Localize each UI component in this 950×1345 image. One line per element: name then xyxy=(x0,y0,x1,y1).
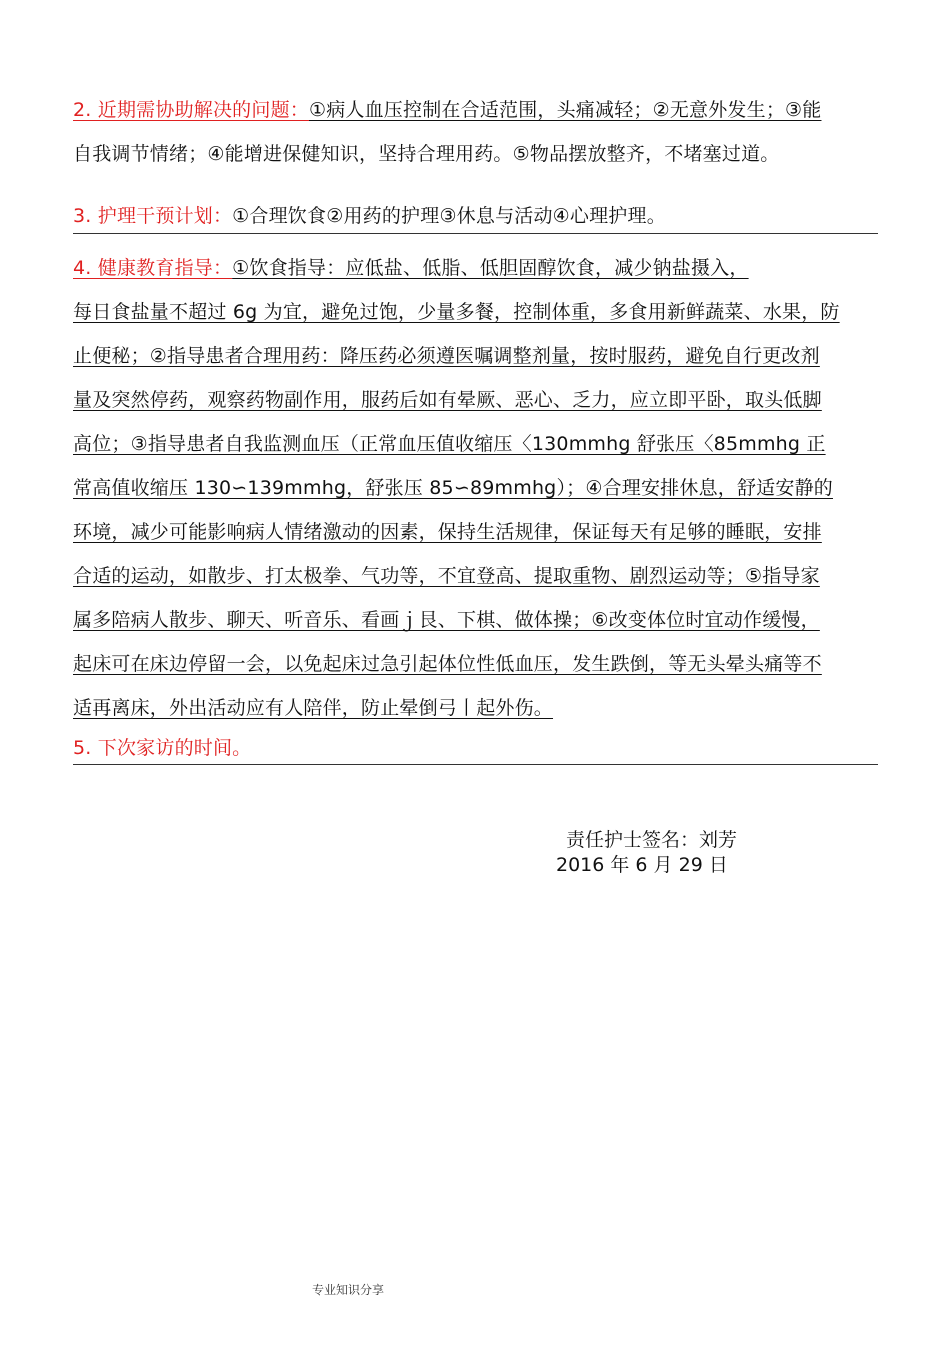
item-4-heading: 4. 健康教育指导： xyxy=(73,257,233,279)
item-2-problems xyxy=(73,88,878,176)
item-2-heading: 2. 近期需协助解决的问题： xyxy=(73,99,309,121)
item-4-text-1: ①饮食指导：应低盐、低脂、低胆固醇饮食，减少钠盐摄入， xyxy=(232,257,749,279)
item-4-body-line: 环境，减少可能影响病人情绪激动的因素，保持生活规律，保证每天有足够的睡眠，安排 xyxy=(73,521,822,543)
item-4-body-line: 每日食盐量不超过 6g 为宜，避免过饱，少量多餐，控制体重，多食用新鲜蔬菜、水果，防 xyxy=(73,301,840,323)
item-4-body-line: 高位；③指导患者自我监测血压（正常血压值收缩压〈130mmhg 舒张压〈85mmhg 正 xyxy=(73,433,826,455)
item-2-line-1 xyxy=(73,88,878,132)
item-2-line-2 xyxy=(73,132,878,176)
item-4-body-line-last xyxy=(73,686,878,730)
item-3-line xyxy=(73,194,878,238)
item-2-text-2: 自我调节情绪；④能增进保健知识，坚持合理用药。⑤物品摆放整齐，不堵塞过道。 xyxy=(73,143,780,165)
item-5-heading: 5. 下次家访的时间。 xyxy=(73,737,252,759)
page-footer: 专业知识分享 xyxy=(312,1283,385,1297)
item-4-body-line: 止便秘；②指导患者合理用药：降压药必须遵医嘱调整剂量，按时服药，避免自行更改剂 xyxy=(73,345,820,367)
item-2-text-1: ①病人血压控制在合适范围，头痛减轻；②无意外发生；③能 xyxy=(308,99,822,121)
item-3-text: ①合理饮食②用药的护理③休息与活动④心理护理。 xyxy=(232,205,666,227)
item-4-body-line: 起床可在床边停留一会，以免起床过急引起体位性低血压，发生跌倒，等无头晕头痛等不 xyxy=(73,653,822,675)
item-4-body-line: 属多陪病人散步、聊天、听音乐、看画ｊ艮、下棋、做体操；⑥改变体位时宜动作缓慢， xyxy=(73,609,820,631)
item-3-heading: 3. 护理干预计划： xyxy=(73,205,233,227)
item-3-divider xyxy=(73,233,878,234)
item-4-line-1 xyxy=(73,246,878,290)
item-4-body-line: 合适的运动，如散步、打太极拳、气功等，不宜登高、提取重物、剧烈运动等；⑤指导家 xyxy=(73,565,820,587)
item-4-education xyxy=(73,246,878,730)
item-4-body-line: 量及突然停药，观察药物副作用，服药后如有晕厥、恶心、乏力，应立即平卧，取头低脚 xyxy=(73,389,822,411)
item-4-body-line: 常高值收缩压 130∽139mmhg，舒张压 85∽89mmhg）；④合理安排休息，舒适安静的 xyxy=(73,477,833,499)
nurse-signature-line: 责任护士签名：刘芳 xyxy=(566,829,738,851)
signature-date: 2016 年 6 月 29 日 xyxy=(556,854,728,876)
item-5-divider xyxy=(73,764,878,765)
item-4-last-text: 适再离床，外出活动应有人陪伴，防止晕倒弓丨起外伤。 xyxy=(73,697,554,719)
item-3-plan xyxy=(73,194,878,238)
